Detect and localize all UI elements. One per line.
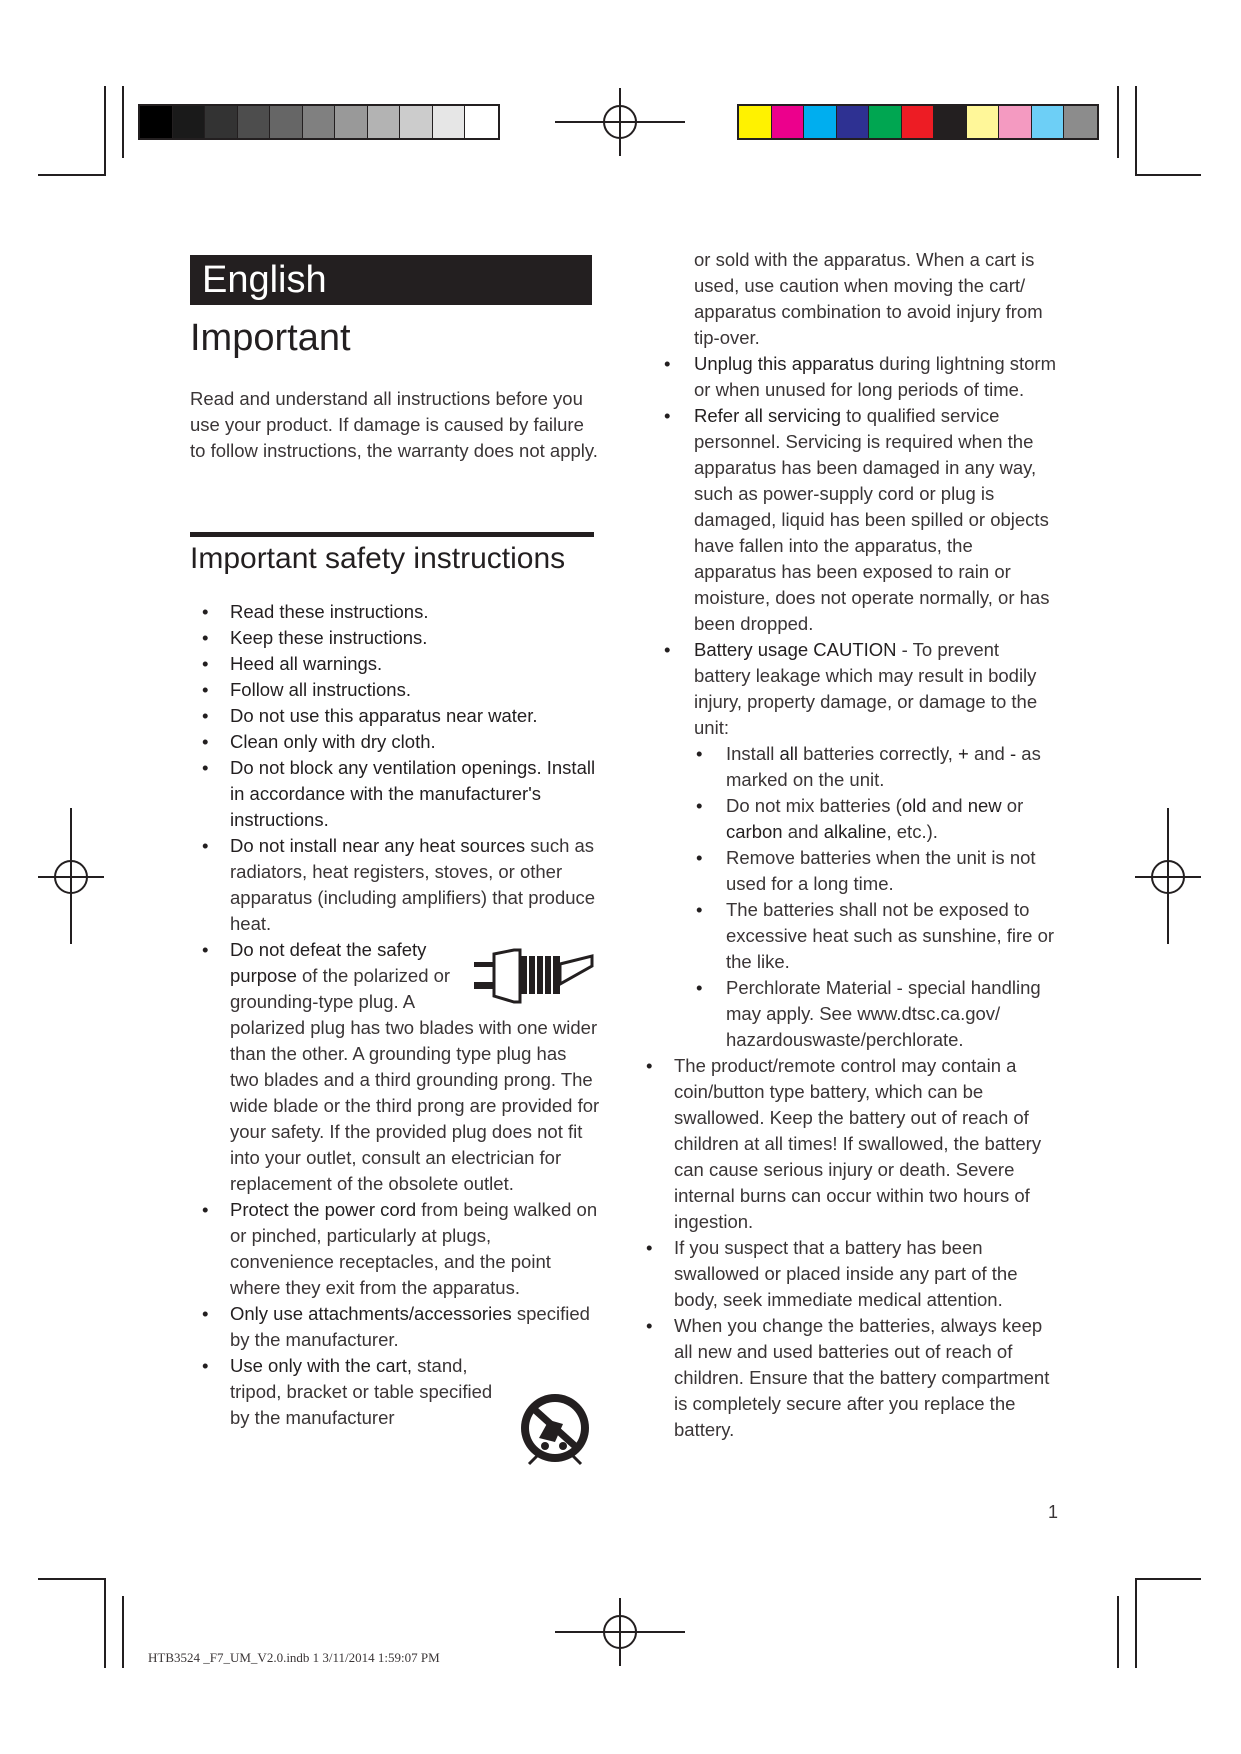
intro-paragraph: Read and understand all instructions before you use your product. If damage is caused by failure to follow instructions, the warranty does not apply. — [190, 388, 598, 461]
list-item: • Do not install near any heat sources such as radiators, heat registers, stoves, or other apparatus (including amplifiers) that produce heat. — [190, 833, 600, 937]
list-item: • Clean only with dry cloth. — [190, 729, 600, 755]
color-swatch-10 — [1032, 106, 1065, 138]
grayscale-swatch-6 — [303, 106, 336, 138]
list-item: • Heed all warnings. — [190, 651, 600, 677]
battery-sub-item: • Do not mix batteries (old and new or carbon and alkaline, etc.). — [692, 793, 1060, 845]
color-swatch-6 — [902, 106, 935, 138]
grayscale-bar — [138, 104, 500, 140]
grayscale-swatch-3 — [205, 106, 238, 138]
page-number: 1 — [1048, 1502, 1059, 1522]
color-swatch-4 — [837, 106, 870, 138]
crop-mark — [1135, 1578, 1201, 1580]
battery-sub-item: • Install all batteries correctly, + and - as marked on the unit. — [692, 741, 1060, 793]
list-item: • Protect the power cord from being walked on or pinched, particularly at plugs, convenience receptacles, and the point where they exit from the apparatus. — [190, 1197, 600, 1301]
grayscale-swatch-8 — [368, 106, 401, 138]
crop-mark — [1117, 86, 1119, 158]
grayscale-swatch-11 — [465, 106, 498, 138]
polarized-plug-icon — [470, 944, 596, 1006]
warning-item: • When you change the batteries, always keep all new and used batteries out of reach of children. Ensure that the battery compartment is completely secure after you replace the battery. — [634, 1313, 1060, 1443]
crop-mark — [1117, 1596, 1119, 1668]
list-item: • Unplug this apparatus during lightning storm or when unused for long periods of time. — [652, 351, 1060, 403]
section-title: Important safety instructions — [190, 542, 566, 575]
list-item: • Do not block any ventilation openings. Install in accordance with the manufacturer's instructions. — [190, 755, 600, 833]
continuation-text: or sold with the apparatus. When a cart is used, use caution when moving the cart/ apparatus combination to avoid injury from tip-over. — [694, 249, 1043, 348]
crop-mark — [122, 86, 124, 158]
crop-mark — [38, 174, 104, 176]
list-item: • Use only with the cart, stand, tripod, bracket or table specified by the manufacturer — [190, 1353, 600, 1431]
battery-sub-item: • Remove batteries when the unit is not used for a long time. — [692, 845, 1060, 897]
color-bar — [737, 104, 1099, 140]
crop-mark — [104, 1578, 106, 1668]
color-swatch-1 — [739, 106, 772, 138]
crop-mark — [1135, 174, 1201, 176]
list-item: • Only use attachments/accessories specified by the manufacturer. — [190, 1301, 600, 1353]
list-item: • Read these instructions. — [190, 599, 600, 625]
crop-mark — [104, 86, 106, 176]
color-swatch-2 — [772, 106, 805, 138]
language-banner: English — [190, 255, 592, 305]
grayscale-swatch-10 — [433, 106, 466, 138]
crop-mark — [1135, 86, 1137, 176]
color-swatch-3 — [804, 106, 837, 138]
page-title: Important — [190, 317, 351, 359]
list-item: • Battery usage CAUTION - To prevent battery leakage which may result in bodily injury, property damage, or damage to the unit: • Install all batteries correctly, + and - as marked on the unit. • Do not mix batteries (old and new or carbon and alkaline, etc.). • Remove batteries when the unit is not used for a long time. • The batteries shall not be exposed to excessive heat such as sunshine, fire or the like. • Perchlorate Material - special handling may apply. See www.dtsc.ca.gov/ hazardouswaste/perchlorate. — [652, 637, 1060, 1053]
warning-item: • If you suspect that a battery has been swallowed or placed inside any part of the body, seek immediate medical attention. — [634, 1235, 1060, 1313]
crop-mark — [122, 1596, 124, 1668]
grayscale-swatch-9 — [400, 106, 433, 138]
crop-mark — [1135, 1578, 1137, 1668]
list-item: • Do not defeat the safety purpose of the polarized or grounding-type plug. A polarized plug has two blades with one wider than the other. A grounding type plug has two blades and a third grounding prong. The wide blade or the third prong are provided for your safety. If the provided plug does not fit into your outlet, consult an electrician for replacement of the obsolete outlet. — [190, 937, 600, 1197]
warning-item: • The product/remote control may contain a coin/button type battery, which can be swallowed. Keep the battery out of reach of children at all times! If swallowed, the battery can cause serious injury or death. Severe internal burns can occur within two hours of ingestion. — [634, 1053, 1060, 1235]
crop-mark — [38, 1578, 104, 1580]
grayscale-swatch-4 — [238, 106, 271, 138]
left-column — [190, 599, 600, 1431]
list-item: • Do not use this apparatus near water. — [190, 703, 600, 729]
list-item: • Refer all servicing to qualified service personnel. Servicing is required when the apparatus has been damaged in any way, such as power-supply cord or plug is damaged, liquid has been spilled or objects have fallen into the apparatus, the apparatus has been exposed to rain or moisture, does not operate normally, or has been dropped. — [652, 403, 1060, 637]
list-item: • Follow all instructions. — [190, 677, 600, 703]
grayscale-swatch-1 — [140, 106, 173, 138]
cart-tip-over-warning-icon — [515, 1390, 595, 1470]
battery-sub-item: • Perchlorate Material - special handling may apply. See www.dtsc.ca.gov/ hazardouswaste/perchlorate. — [692, 975, 1060, 1053]
color-swatch-9 — [999, 106, 1032, 138]
right-column — [652, 247, 1060, 1443]
list-item: • Keep these instructions. — [190, 625, 600, 651]
color-swatch-7 — [934, 106, 967, 138]
color-swatch-8 — [967, 106, 1000, 138]
color-swatch-11 — [1064, 106, 1097, 138]
grayscale-swatch-2 — [173, 106, 206, 138]
grayscale-swatch-5 — [270, 106, 303, 138]
footer-slug: HTB3524 _F7_UM_V2.0.indb 1 3/11/2014 1:59:07 PM — [148, 1650, 440, 1665]
battery-sub-item: • The batteries shall not be exposed to excessive heat such as sunshine, fire or the like. — [692, 897, 1060, 975]
grayscale-swatch-7 — [335, 106, 368, 138]
color-swatch-5 — [869, 106, 902, 138]
